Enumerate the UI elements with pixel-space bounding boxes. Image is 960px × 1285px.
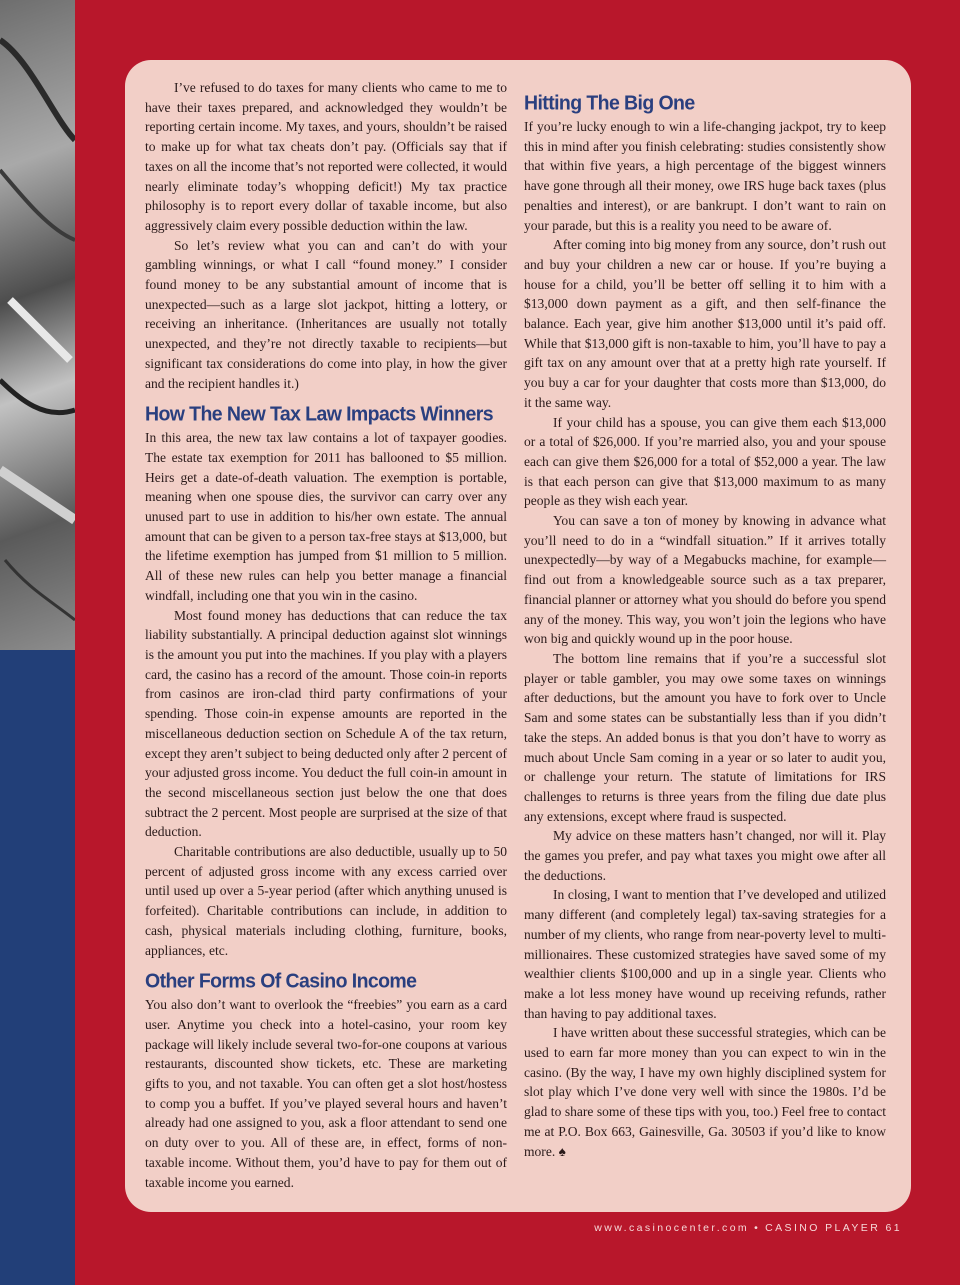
page-footer <box>594 1222 902 1234</box>
paragraph: If you’re lucky enough to win a life-changing jackpot, try to keep this in mind after you finish celebrating: studies consistently show that within five years, a high percentage of the biggest winners have gone through all their money, owe IRS huge back taxes (plus penalties and interest), or are bankrupt. I don’t want to rain on your parade, but this is a reality you need to be aware of. <box>524 119 886 233</box>
paragraph: After coming into big money from any source, don’t rush out and buy your children a new car or house. If you’re buying a house for a child, you’ll be better off selling it to him with a $13,000 down payment as a gift, and then self-finance the balance. Each year, give him another $13,000 until it’s paid off. While that $13,000 gift is non-taxable to him, you’ll have to pay a gift tax on any amount over that at a pretty high rate yourself. If you buy a car for your daughter that costs more than $13,000, do it the same way. <box>524 237 886 410</box>
article-column-right <box>524 78 886 1161</box>
paragraph: I have written about these successful strategies, which can be used to earn far more money than you can expect to win in the casino. (By the way, I have my own highly disciplined system for slot play which I’ve done very well with since the 1980s. I’d be glad to share some of these tips with you, too.) Feel free to contact me at P.O. Box 663, Gainesville, Ga. 30503 if you’d like to know more. ♠ <box>524 1025 886 1159</box>
paragraph: In closing, I want to mention that I’ve developed and utilized many different (and completely legal) tax-saving strategies for a number of my clients, who range from near-poverty level to multi-millionaires. These customized strategies have saved some of my wealthier clients $100,000 and up in a single year. Clients who make a lot less money have wound up receiving refunds, rather than having to pay additional taxes. <box>524 887 886 1021</box>
section-heading: Other Forms Of Casino Income <box>145 969 417 993</box>
paragraph: I’ve refused to do taxes for many clients who came to me to have their taxes prepared, and acknowledged they wouldn’t be reporting certain income. My taxes, and yours, shouldn’t be raised to make up for what tax cheats don’t pay. (Officials say that if taxes on all the income that’s not reported were collected, it would nearly eliminate today’s whopping deficit!) My tax practice philosophy is to report every dollar of taxable income, but also aggressively claim every possible deduction within the law. <box>145 80 507 233</box>
footer-site: www.casinocenter.com <box>594 1222 750 1234</box>
paragraph: If your child has a spouse, you can give them each $13,000 or a total of $26,000. If you’re married also, you and your spouse each can give them $26,000 for a total of $52,000 a year. The law is that each person can give that $13,000 maximum to as many people as they wish each year. <box>524 414 886 509</box>
paragraph: You can save a ton of money by knowing in advance what you’ll need to do in a “windfall situation.” If it arrives totally unexpectedly—by way of a Megabucks machine, for example—find out from a knowledgeable source such as a tax preparer, financial planner or attorney what you should do before you spend any of the money. This way, you won’t join the legions who have won big and quickly wound up in the poor house. <box>524 513 886 647</box>
side-color-band <box>0 650 75 1285</box>
paragraph: So let’s review what you can and can’t do with your gambling winnings, or what I call “found money.” I consider found money to be any substantial amount of income that is unexpected—such as a large slot jackpot, hitting a lottery, or receiving an inheritance. (Inheritances are usually not totally unexpected, and they’re not directly taxable to recipients—but significant tax considerations do come into play, in how the giver and the recipient handles it.) <box>145 237 507 391</box>
paragraph: The bottom line remains that if you’re a successful slot player or table gambler, you may owe some taxes on winnings after deductions, but the amount you have to fork over to Uncle Sam and some states can be substantially less than if you didn’t take the steps. An added bonus is that you don’t have to worry as much about Uncle Sam coming in a year or so later to audit you, or challenge your return. The statute of limitations for IRS challenges to returns is three years from the filing due date plus any extensions, except where fraud is suspected. <box>524 650 886 824</box>
side-photo <box>0 0 75 650</box>
page-number: 61 <box>885 1222 902 1234</box>
footer-separator: • <box>754 1222 761 1234</box>
footer-magazine: CASINO PLAYER <box>765 1222 881 1234</box>
paragraph: Charitable contributions are also deductible, usually up to 50 percent of adjusted gross income with any excess carried over until used up over a 5-year period (after which anything unused is forfeited). Charitable contributions can include, in addition to cash, physical materials including clothing, furniture, books, appliances, etc. <box>145 844 507 958</box>
paragraph: Most found money has deductions that can reduce the tax liability substantially. A principal deduction against slot winnings is the amount you put into the machines. If you play with a players card, the casino has a record of the amount. Those coin-in reports from casinos are iron-clad third party confirmations of your spending. Those coin-in expense amounts are reported in the miscellaneous deduction section on Schedule A of the tax return, except they aren’t subject to being deducted only after 2 percent of your adjusted gross income. You deduct the full coin-in amount in the second miscellaneous section just below the one that does subtract the 2 percent. Most people are surprised at the size of that deduction. <box>145 607 507 840</box>
photo-texture <box>0 0 75 650</box>
section-heading: Hitting The Big One <box>524 91 695 115</box>
section-heading: How The New Tax Law Impacts Winners <box>145 402 493 426</box>
paragraph: You also don’t want to overlook the “freebies” you earn as a card user. Anytime you check into a hotel-casino, your room key package will likely include several two-for-one coupons at various restaurants, discounted show tickets, etc. These are marketing gifts to you, and not taxable. You can often get a slot host/hostess to comp you a buffet. If you’ve played several hours and haven’t already had one assigned to you, ask a floor attendant to send one on duty over to you. All of these are, in effect, forms of non-taxable income. Without them, you’d have to pay for them out of taxable income you earned. <box>145 997 507 1190</box>
paragraph: My advice on these matters hasn’t changed, nor will it. Play the games you prefer, and pay what taxes you might owe after all the deductions. <box>524 828 886 883</box>
article-column-left <box>145 78 507 1192</box>
paragraph: In this area, the new tax law contains a lot of taxpayer goodies. The estate tax exemption for 2011 has ballooned to $5 million. Heirs get a date-of-death valuation. The exemption is portable, meaning when one spouse dies, the survivor can carry over any unused part to use in addition to his/her own estate. The annual amount that can be given to a person tax-free stays at $13,000, but the lifetime exemption has jumped from $1 million to 5 million. All of these new rules can help you better manage a financial windfall, including one that you win in the casino. <box>145 430 507 603</box>
